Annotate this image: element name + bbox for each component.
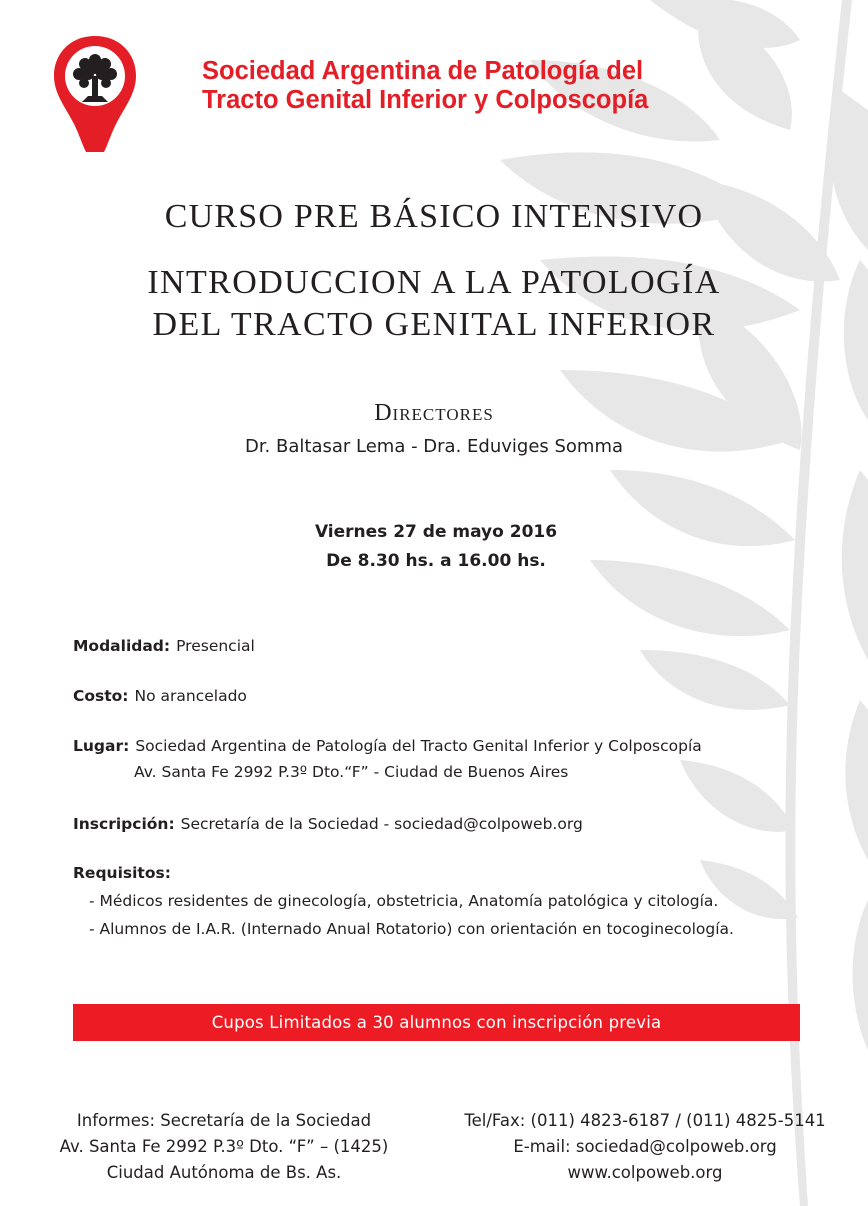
- modalidad-label: Modalidad:: [73, 637, 171, 655]
- costo-label: Costo:: [73, 687, 129, 705]
- course-date: Viernes 27 de mayo 2016: [314, 522, 558, 542]
- course-time: De 8.30 hs. a 16.00 hs.: [326, 551, 546, 571]
- requisitos-label: Requisitos:: [73, 864, 171, 882]
- inscripcion-row: [73, 815, 583, 833]
- directors-names: Dr. Baltasar Lema - Dra. Eduviges Somma: [244, 436, 624, 457]
- lugar-label: Lugar:: [73, 737, 130, 755]
- lugar-row: [73, 737, 702, 781]
- organization-name-line2: Tracto Genital Inferior y Colposcopía: [202, 86, 649, 114]
- directors-heading: Directores: [374, 400, 494, 426]
- footer-left-line: Av. Santa Fe 2992 P.3º Dto. “F” – (1425): [59, 1137, 389, 1156]
- course-title-line1: INTRODUCCION A LA PATOLOGÍA: [147, 264, 721, 301]
- footer-left-line: Informes: Secretaría de la Sociedad: [76, 1111, 372, 1130]
- costo-row: [73, 687, 247, 705]
- organization-name: [202, 57, 822, 115]
- footer-contact-details: [440, 1108, 850, 1186]
- organization-name-line1: Sociedad Argentina de Patología del: [202, 57, 644, 85]
- inscripcion-value: Secretaría de la Sociedad - sociedad@colpoweb.org: [180, 815, 583, 833]
- requisito-item: - Médicos residentes de ginecología, obstetricia, Anatomía patológica y citología.: [89, 892, 719, 910]
- schedule: [0, 518, 868, 576]
- footer-email: E-mail: sociedad@colpoweb.org: [513, 1137, 777, 1156]
- footer-left-line: Ciudad Autónoma de Bs. As.: [106, 1163, 342, 1182]
- inscripcion-label: Inscripción:: [73, 815, 175, 833]
- modalidad-value: Presencial: [176, 637, 255, 655]
- footer-website: www.colpoweb.org: [567, 1163, 723, 1182]
- requisito-item: - Alumnos de I.A.R. (Internado Anual Rotatorio) con orientación en tocoginecología.: [89, 920, 734, 938]
- lugar-value-line2: Av. Santa Fe 2992 P.3º Dto.“F” - Ciudad de Buenos Aires: [134, 763, 569, 781]
- lugar-value-line1: Sociedad Argentina de Patología del Tracto Genital Inferior y Colposcopía: [135, 737, 702, 755]
- requisitos-heading: [73, 864, 177, 882]
- course-type-heading: CURSO PRE BÁSICO INTENSIVO: [164, 198, 704, 235]
- footer-contact-address: [52, 1108, 396, 1186]
- footer-phone: Tel/Fax: (011) 4823-6187 / (011) 4825-5141: [464, 1111, 826, 1130]
- tree-in-bulb-logo: [52, 32, 138, 156]
- costo-value: No arancelado: [134, 687, 247, 705]
- course-title-line2: DEL TRACTO GENITAL INFERIOR: [152, 306, 716, 343]
- modalidad-row: [73, 637, 255, 655]
- limited-seats-banner: Cupos Limitados a 30 alumnos con inscripción previa: [73, 1004, 800, 1041]
- course-title: [0, 262, 868, 346]
